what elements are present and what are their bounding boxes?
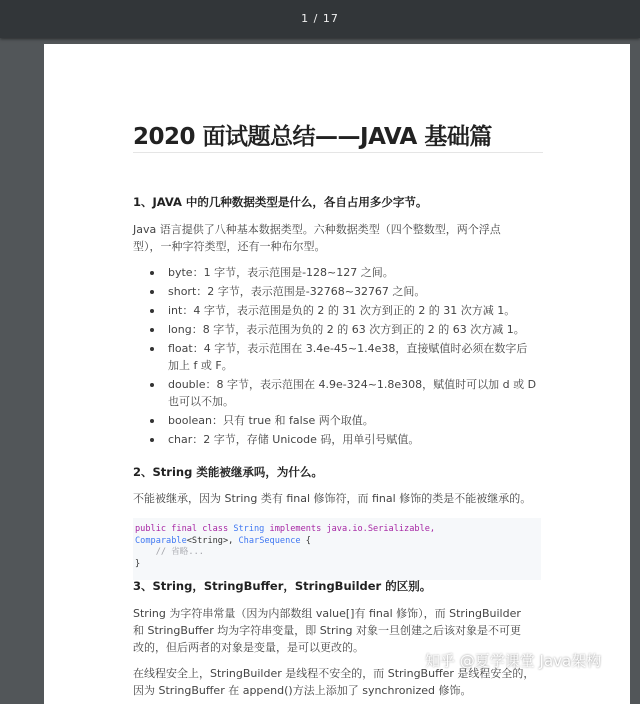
section-3-paragraph-2: 在线程安全上，StringBuilder 是线程不安全的，而 StringBuffer 是线程安全的， 因为 StringBuffer 在 append()方法上添加了 synchronized 修饰。: [133, 667, 535, 697]
list-item: double：8 字节，表示范围在 4.9e-324~1.8e308，赋值时可以加 d 或 D 也可以不加。: [133, 376, 543, 410]
page-counter: 1 / 17: [301, 12, 339, 25]
data-type-list: [133, 264, 543, 450]
section-2-text: 不能被继承，因为 String 类有 final 修饰符，而 final 修饰的类是不能被继承的。: [133, 492, 532, 505]
code-line-2: Comparable<String>, CharSequence {: [135, 535, 311, 546]
intro-line-2: 型），一种字符类型，还有一种布尔型。: [133, 240, 326, 253]
list-item: short：2 字节，表示范围是-32768~32767 之间。: [133, 283, 543, 300]
section-3-heading: 3、String，StringBuffer，StringBuilder 的区别。: [133, 579, 432, 593]
watermark: 知乎 @夏学课堂 Java架构: [425, 652, 602, 670]
intro-line-1: Java 语言提供了八种基本数据类型。六种数据类型（四个整数型，两个浮点: [133, 223, 501, 236]
code-line-3: // 省略...: [135, 547, 204, 557]
pdf-toolbar: [0, 0, 640, 38]
section-2-heading: 2、String 类能被继承吗，为什么。: [133, 465, 323, 479]
title-divider: [133, 152, 543, 153]
list-item: float：4 字节，表示范围在 3.4e-45~1.4e38，直接赋值时必须在数字后 加上 f 或 F。: [133, 340, 543, 374]
section-3-paragraph-1: String 为字符串常量（因为内部数组 value[]有 final 修饰），而 StringBuilder 和 StringBuffer 均为字符串变量，即 String 对象一旦创建之后该对象是不可更 改的，但后两者的对象是变量，是可以更改的。: [133, 607, 522, 654]
code-line-4: }: [135, 558, 141, 569]
list-item: int：4 字节，表示范围是负的 2 的 31 次方到正的 2 的 31 次方减 1。: [133, 302, 543, 319]
list-item: char：2 字节，存储 Unicode 码，用单引号赋值。: [133, 431, 543, 448]
list-item: boolean：只有 true 和 false 两个取值。: [133, 412, 543, 429]
section-1-intro: [133, 221, 543, 255]
list-item: byte：1 字节，表示范围是-128~127 之间。: [133, 264, 543, 281]
code-block: [133, 518, 541, 580]
pdf-page: [44, 44, 630, 704]
section-1-heading: 1、JAVA 中的几种数据类型是什么，各自占用多少字节。: [133, 195, 428, 209]
document-title: 2020 面试题总结——JAVA 基础篇: [133, 124, 492, 150]
list-item: long：8 字节，表示范围为负的 2 的 63 次方到正的 2 的 63 次方减 1。: [133, 321, 543, 338]
code-line-1: public final class String implements java.io.Serializable,: [135, 524, 436, 534]
